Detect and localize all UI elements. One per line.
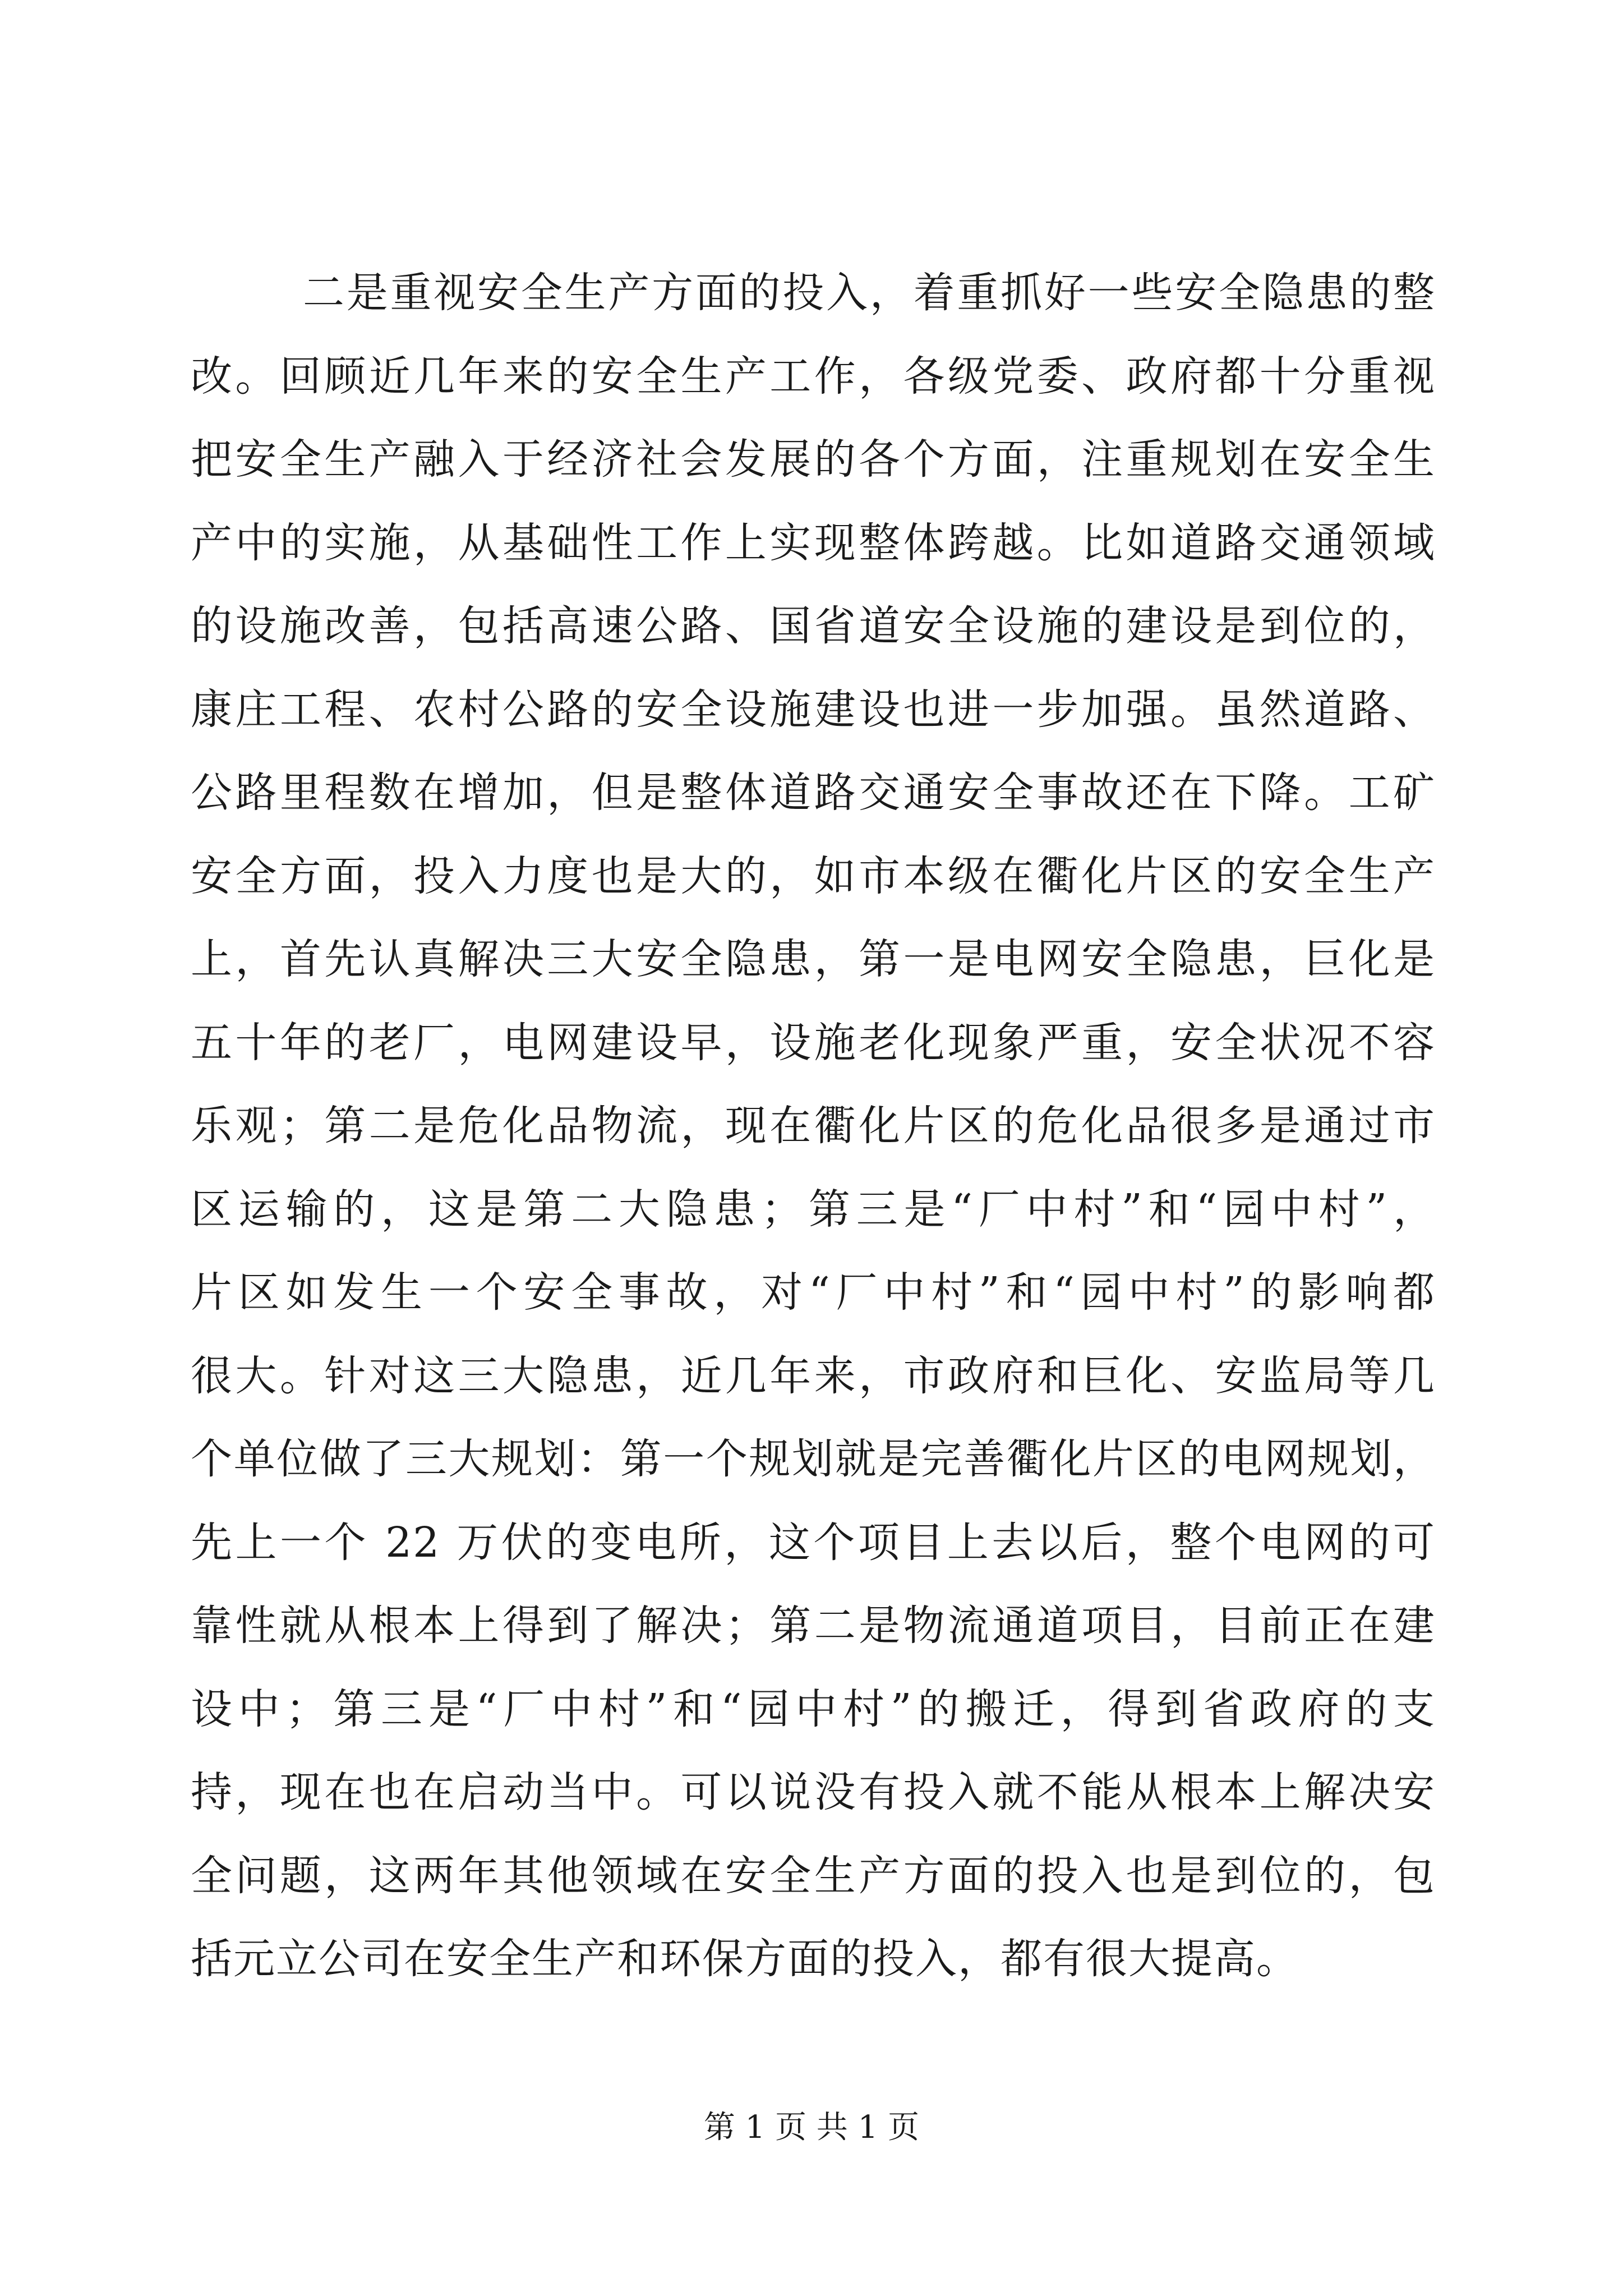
paragraph-line: 很大。针对这三大隐患，近几年来，市政府和巨化、安监局等几 xyxy=(191,1351,1436,1400)
paragraph-line: 安全方面，投入力度也是大的，如市本级在衢化片区的安全生产 xyxy=(191,852,1436,900)
paragraph-line: 五十年的老厂，电网建设早，设施老化现象严重，安全状况不容 xyxy=(191,1018,1436,1067)
paragraph-line: 改。回顾近几年来的安全生产工作，各级党委、政府都十分重视 xyxy=(191,352,1436,401)
paragraph-line: 上，首先认真解决三大安全隐患，第一是电网安全隐患，巨化是 xyxy=(191,935,1436,983)
paragraph-line: 先上一个 22 万伏的变电所，这个项目上去以后，整个电网的可 xyxy=(191,1518,1436,1567)
paragraph-line: 二是重视安全生产方面的投入，着重抓好一些安全隐患的整 xyxy=(303,269,1436,317)
paragraph-line: 靠性就从根本上得到了解决；第二是物流通道项目，目前正在建 xyxy=(191,1602,1436,1650)
paragraph-line: 全问题，这两年其他领域在安全生产方面的投入也是到位的，包 xyxy=(191,1851,1436,1900)
paragraph-line: 公路里程数在增加，但是整体道路交通安全事故还在下降。工矿 xyxy=(191,769,1436,817)
paragraph-line: 康庄工程、农村公路的安全设施建设也进一步加强。虽然道路、 xyxy=(191,685,1436,734)
paragraph-line: 产中的实施，从基础性工作上实现整体跨越。比如道路交通领域 xyxy=(191,518,1436,567)
paragraph-line: 的设施改善，包括高速公路、国省道安全设施的建设是到位的， xyxy=(191,602,1436,650)
page-footer: 第 1 页 共 1 页 xyxy=(703,2109,920,2146)
paragraph-line: 把安全生产融入于经济社会发展的各个方面，注重规划在安全生 xyxy=(191,435,1436,484)
paragraph-line: 片区如发生一个安全事故，对“厂中村”和“园中村”的影响都 xyxy=(191,1268,1436,1317)
paragraph-line: 括元立公司在安全生产和环保方面的投入，都有很大提高。 xyxy=(191,1935,1299,1983)
paragraph-line: 设中；第三是“厂中村”和“园中村”的搬迁，得到省政府的支 xyxy=(191,1685,1436,1733)
paragraph-line: 个单位做了三大规划：第一个规划就是完善衢化片区的电网规划， xyxy=(191,1435,1436,1483)
paragraph-line: 乐观；第二是危化品物流，现在衢化片区的危化品很多是通过市 xyxy=(191,1102,1436,1150)
paragraph-line: 持，现在也在启动当中。可以说没有投入就不能从根本上解决安 xyxy=(191,1768,1436,1816)
body-paragraph xyxy=(191,251,1436,2001)
paragraph-line: 区运输的，这是第二大隐患；第三是“厂中村”和“园中村”， xyxy=(191,1185,1436,1234)
